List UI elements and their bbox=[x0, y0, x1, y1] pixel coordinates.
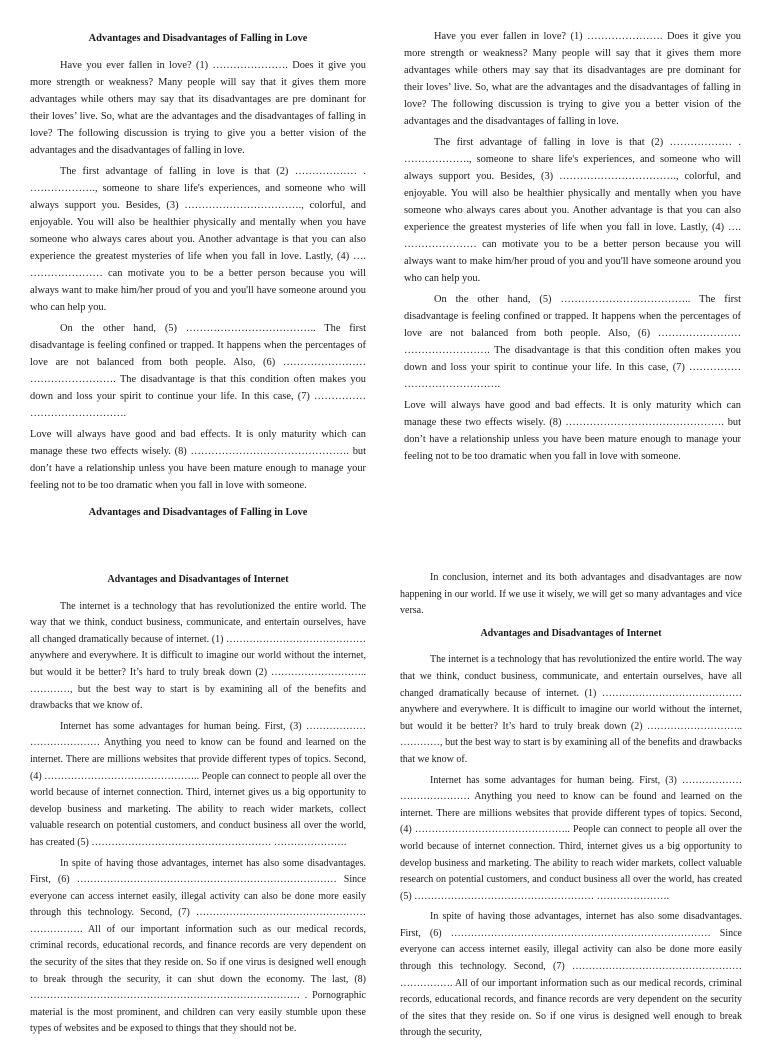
love-column-left bbox=[30, 30, 366, 530]
love-title-repeat: Advantages and Disadvantages of Falling in Love bbox=[88, 507, 308, 518]
love-paragraph-4: Love will always have good and bad effects. It is only maturity which can manage these two effects wisely. (8) ………………………………………. but don’t have a relationship unless you have been mature enough to manage your feeling not to be too dramatic when you fall in love with someone. bbox=[30, 429, 366, 491]
love-paragraph-2: The first advantage of falling in love is that (2) ……………… . ………………., someone to share life's experiences, and someone who will always support you. Besides, (3) ……………………………., colorful, and enjoyable. You will also be healthier physically and mentally when you have someone who always cares about you. Another advantage is that you can also experience the greatest mysteries of life when you fall in love. Lastly, (4) …. ………………… can motivate you to be a better person because you will always want to make him/her proud of you and you'll have someone around you who can help you. bbox=[30, 166, 366, 313]
internet-paragraph-3: In spite of having those advantages, internet has also some disadvantages. First, (6) …………………………………………………………………… Since everyone can access internet easily, illegal activity can also be done more easily through this technology. Second, (7) …………………………………………… ……………. All of our important information such as our medical records, criminal records, educational records, and finance records are very dependent on the security of the sites that they reside on. So if one virus is designed well enough to break through the security, it can shut down the economy. The last, (8) ……………………………………………………………………… . Pornographic material is the most prominent, and children can very easily stumble upon these types of websites and be exposed to things that they should not be. bbox=[30, 857, 366, 1035]
internet-paragraph-1: The internet is a technology that has revolutionized the entire world. The way that we think, conduct business, communicate, and entertain ourselves, have all changed dramatically because of internet. (1) …………………………………… anywhere and everywhere. It is difficult to imagine our world without the internet, but would it be better? It’s hard to truly break down (2) ……………………….. …………, but the best way to start is by examining all of the benefits and drawbacks that we know of. bbox=[400, 654, 742, 765]
love-column-right bbox=[404, 28, 741, 473]
love-paragraph-3: On the other hand, (5) ……………………………….. The first disadvantage is feeling confined or trapped. It happens when the percentages of love are not balanced from both people. Also, (6) …………………… ……………………. The disadvantage is that this condition often makes you down and loss your spirit to continue your life. In this case, (7) …………… ………………………. bbox=[404, 294, 741, 390]
internet-title: Advantages and Disadvantages of Internet bbox=[480, 627, 662, 639]
internet-paragraph-3: In spite of having those advantages, internet has also some disadvantages. First, (6) …………………………………………………………………… Since everyone can access internet easily, illegal activity can also be done more easily through this technology. Second, (7) …………………………………………… ……………. All of our important information such as our medical records, criminal records, educational records, and finance records are very dependent on the security of the sites that they reside on. So if one virus is designed well enough to break through the security, bbox=[400, 911, 742, 1039]
internet-title: Advantages and Disadvantages of Internet bbox=[107, 574, 289, 585]
internet-column-left bbox=[30, 572, 366, 1035]
love-paragraph-2: The first advantage of falling in love is that (2) ……………… . ………………., someone to share life's experiences, and someone who will always support you. Besides, (3) ……………………………., colorful, and enjoyable. You will also be healthier physically and mentally when you have someone who always cares about you. Another advantage is that you can also experience the greatest mysteries of life when you fall in love. Lastly, (4) …. ………………… can motivate you to be a better person because you will always want to make him/her proud of you and you'll have someone around you who can help you. bbox=[404, 137, 741, 284]
internet-paragraph-2: Internet has some advantages for human being. First, (3) ……………… ………………… Anything you need to know can be found and learned on the internet. There are millions websites that provide different types of topics. Second, (4) ……………………………………….. People can connect to people all over the world because of internet connection. Third, internet gives us a big opportunity to develop business and marketing. The ability to reach wider markets, collect valuable research on potential customers, and conduct business all over the world, has created (5) ……………………………………………… …………………. bbox=[30, 720, 366, 848]
internet-paragraph-1: The internet is a technology that has revolutionized the entire world. The way that we think, conduct business, communicate, and entertain ourselves, have all changed dramatically because of internet. (1) …………………………………… anywhere and everywhere. It is difficult to imagine our world without the internet, but would it be better? It’s hard to truly break down (2) ……………………….. …………, but the best way to start is by examining all of the benefits and drawbacks that we know of. bbox=[30, 600, 366, 712]
internet-conclusion: In conclusion, internet and its both advantages and disadvantages are now happening in our world. If we use it wisely, we will get so many advantages and vice versa. bbox=[400, 572, 742, 617]
love-paragraph-4: Love will always have good and bad effects. It is only maturity which can manage these two effects wisely. (8) ………………………………………. but don’t have a relationship unless you have been mature enough to manage your feeling not to be too dramatic when you fall in love with someone. bbox=[404, 400, 741, 462]
love-paragraph-1: Have you ever fallen in love? (1) …………………. Does it give you more strength or weakness? Many people will say that it gives them more advantages while others may say that its disadvantages are pre dominant for their loves’ live. So, what are the advantages and the disadvantages of falling in love? The following discussion is trying to give you a better vision of the advantages and the disadvantages of falling in love. bbox=[404, 31, 741, 127]
internet-paragraph-2: Internet has some advantages for human being. First, (3) ……………… ………………… Anything you need to know can be found and learned on the internet. There are millions websites that provide different types of topics. Second, (4) ……………………………………….. People can connect to people all over the world because of internet connection. Third, internet gives us a big opportunity to develop business and marketing. The ability to reach wider markets, collect valuable research on potential customers, and conduct business all over the world, has created (5) ……………………………………………… …………………. bbox=[400, 774, 742, 902]
internet-column-right bbox=[400, 570, 742, 1039]
love-paragraph-3: On the other hand, (5) ……………………………….. The first disadvantage is feeling confined or trapped. It happens when the percentages of love are not balanced from both people. Also, (6) …………………… ……………………. The disadvantage is that this condition often makes you down and loss your spirit to continue your life. In this case, (7) …………… ………………………. bbox=[30, 323, 366, 419]
love-paragraph-1: Have you ever fallen in love? (1) …………………. Does it give you more strength or weakness? Many people will say that it gives them more advantages while others may say that its disadvantages are pre dominant for their loves’ live. So, what are the advantages and the disadvantages of falling in love? The following discussion is trying to give you a better vision of the advantages and the disadvantages of falling in love. bbox=[30, 60, 366, 156]
love-title: Advantages and Disadvantages of Falling in Love bbox=[88, 33, 308, 44]
